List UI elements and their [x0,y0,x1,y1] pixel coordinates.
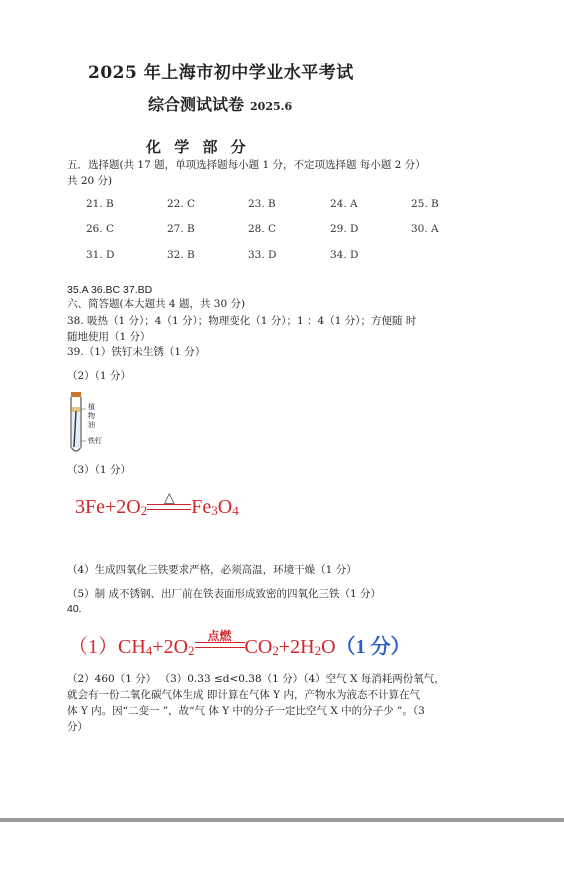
answer-item: 25. B [411,198,439,210]
eq-product: Fe [191,496,212,518]
equation-iron-oxygen [75,490,239,526]
test-tube-figure [66,389,116,457]
exam-title: 2025 年上海市初中学业水平考试 [88,63,354,83]
answer-item: 27. B [167,223,195,235]
figure-label: 铁钉 [88,437,102,445]
eq-subscript: 3 [211,502,218,518]
answer-item: 26. C [86,223,115,235]
eq-subscript: 2 [314,642,322,658]
q40-answer-cont: 就会有一份二氧化碳气体生成 即计算在气体 Y 内，产物水为液态不计算在气 [67,689,420,701]
answer-item: 22. C [167,198,196,210]
q39-1-answer: 39.（1）铁钉未生锈（1 分） [67,346,206,358]
figure-label: 植 [88,403,95,411]
answer-item: 33. D [248,249,277,261]
figure-label: 物 [88,412,95,420]
q40-label: 40. [67,603,82,615]
equation-arrow [195,642,245,648]
q40-answer-cont: 分） [67,721,88,733]
answer-item: 34. D [330,249,359,261]
q40-answer: （2）460（1 分） （3）0.33 ≤d<0.38（1 分）（4）空气 X 每消耗两份氧气， [67,673,445,685]
answer-item: 21. B [86,198,114,210]
multi-answers: 35.A 36.BC 37.BD [67,284,153,296]
eq-subscript: 2 [272,642,279,658]
part5-heading: 五．选择题(共 17 题，单项选择题每小题 1 分，不定项选择题 每小题 2 分） [67,159,426,171]
page-divider [0,818,564,822]
eq-product: +2H [278,636,315,658]
subtitle-text: 综合测试试卷 [148,95,245,114]
reaction-condition [147,490,191,518]
eq-subscript: 4 [145,642,153,658]
exam-subtitle [148,92,292,115]
condition-label: 点燃 [207,629,232,644]
heat-icon: △ [163,490,175,507]
answer-item: 28. C [248,223,277,235]
answer-item: 31. D [86,249,115,261]
eq-subscript: 4 [232,502,239,518]
eq-reactants: （1）CH [68,636,146,658]
equation-methane-combustion [68,630,411,660]
eq-product: O [321,636,336,658]
answer-item: 23. B [248,198,276,210]
q39-2-answer: （2）（1 分） [67,370,131,382]
q38-answer: 38. 吸热（1 分）；4（1 分）；物理变化（1 分）；1 ：4（1 分）；方便随 时 [67,315,417,327]
eq-reactants: +2O [152,636,189,658]
q39-5-answer: （5）制 成不锈钢、出厂前在铁表面形成致密的四氧化三铁（1 分） [67,588,382,600]
answer-item: 29. D [330,223,359,235]
q38-answer-cont: 随地使用（1 分） [67,331,151,343]
eq-subscript: 2 [140,502,148,518]
q39-3-answer: （3）（1 分） [67,464,131,476]
eq-product: O [217,496,233,518]
section-title: 化 学 部 分 [146,138,250,156]
part5-heading-cont: 共 20 分) [67,175,113,187]
exam-date: 2025.6 [250,100,293,113]
answer-item: 32. B [167,249,195,261]
eq-reactants: 3Fe+2O [75,496,141,518]
eq-subscript: 2 [188,642,195,658]
reaction-condition [195,629,245,658]
answer-item: 30. A [411,223,439,235]
score-note: （1 分） [335,636,411,658]
q40-answer-cont: 体 Y 内。因“二变一 ”，故“气 体 Y 中的分子一定比空气 X 中的分子少 ”。（3 [67,705,425,717]
answer-item: 24. A [330,198,358,210]
eq-product: CO [244,636,273,658]
figure-label: 油 [88,421,95,429]
q39-4-answer: （4）生成四氧化三铁要求严格，必须高温，环境干燥（1 分） [67,564,357,576]
part6-heading: 六、简答题(本大题共 4 题，共 30 分) [67,298,246,310]
